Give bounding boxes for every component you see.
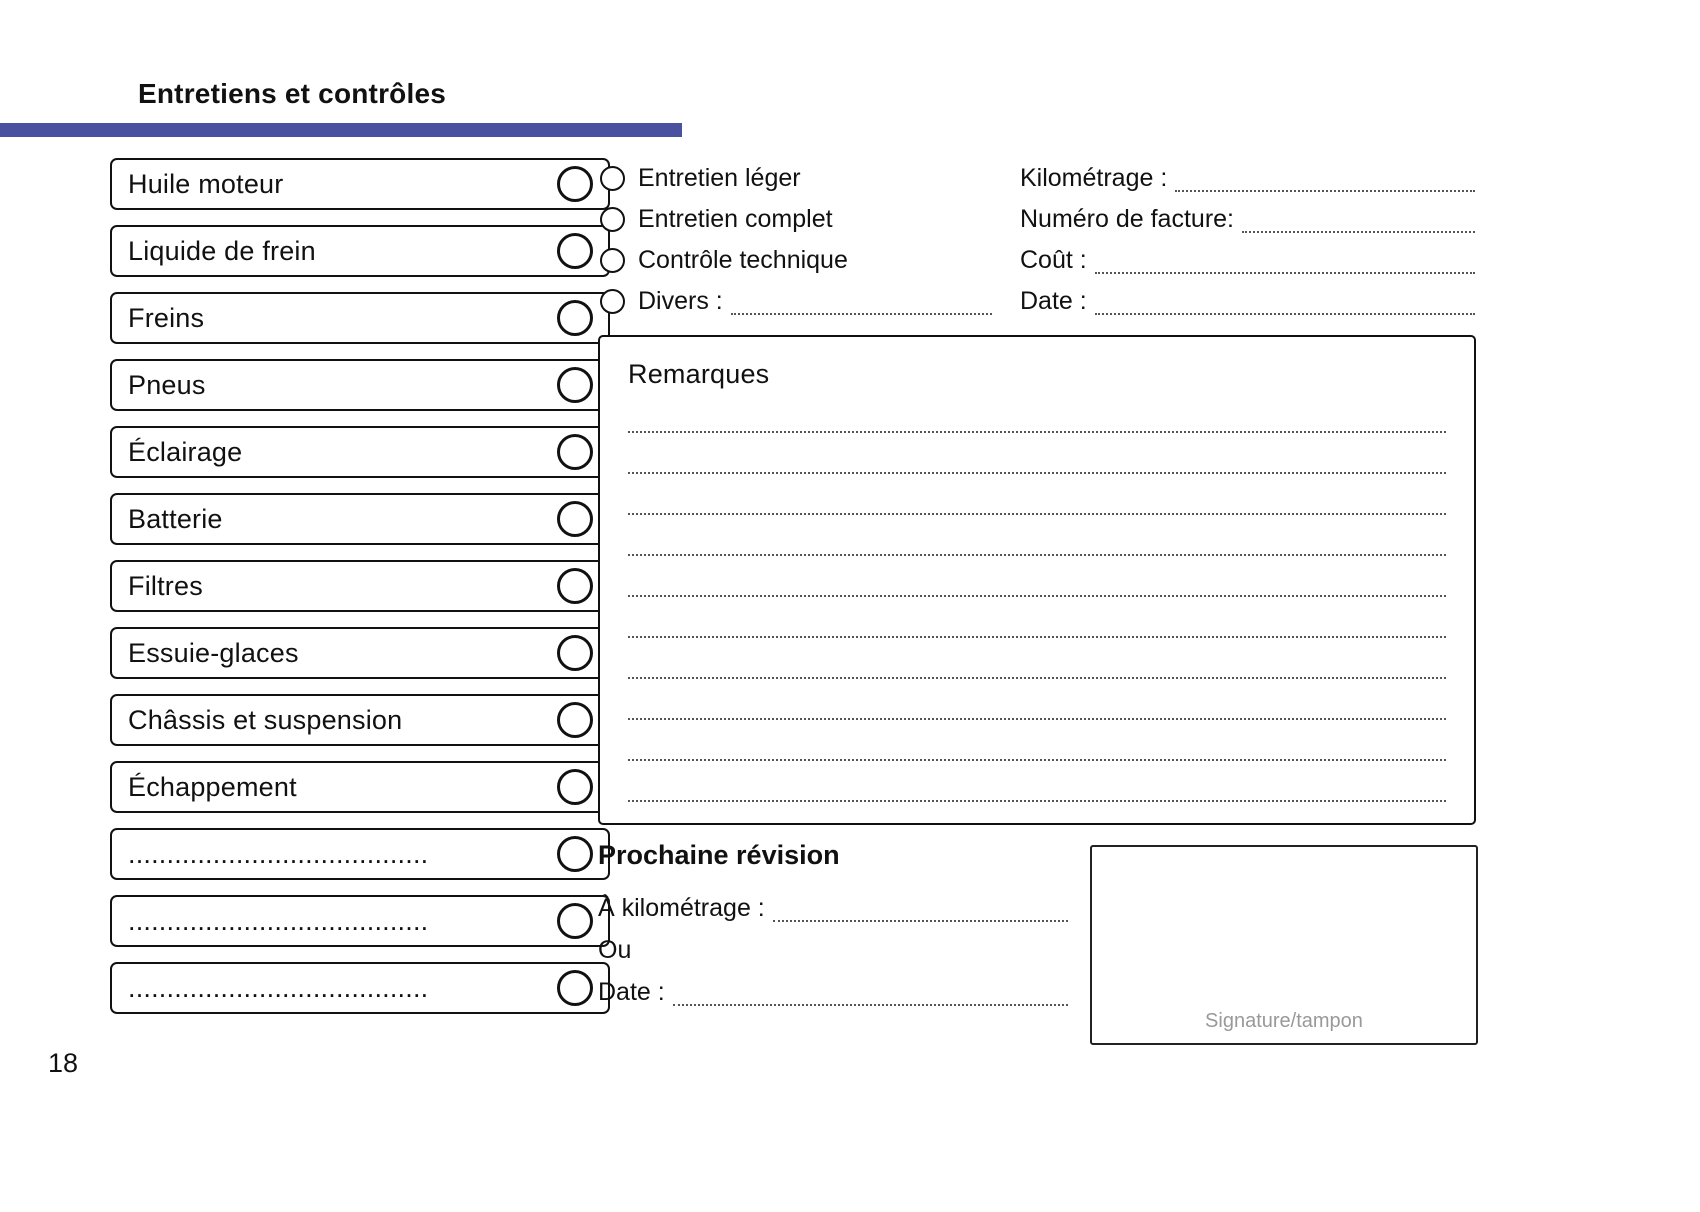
checkbox-circle[interactable]	[557, 568, 593, 604]
checklist-row	[110, 426, 610, 478]
invoice-field-label: Numéro de facture:	[1020, 205, 1234, 233]
checklist-label: Pneus	[128, 369, 206, 400]
checkbox-circle[interactable]	[557, 300, 593, 336]
checklist	[110, 158, 610, 1014]
checkbox-circle[interactable]	[557, 635, 593, 671]
next-service-or-label: Ou	[598, 935, 632, 964]
invoice-blank-line	[1095, 272, 1475, 274]
checklist-row	[110, 158, 610, 210]
service-type-options	[600, 158, 992, 322]
checklist-label: Batterie	[128, 503, 223, 534]
remarks-line	[628, 720, 1446, 761]
service-type-option	[600, 281, 992, 322]
divers-blank-line	[731, 313, 992, 315]
invoice-blank-line	[1095, 313, 1475, 315]
checklist-blank-label: .......................................	[128, 905, 429, 936]
next-service-date-label: Date :	[598, 977, 665, 1006]
service-type-option	[600, 240, 992, 281]
page-number: 18	[48, 1048, 79, 1078]
checkbox-circle[interactable]	[557, 501, 593, 537]
service-type-option	[600, 158, 992, 199]
signature-box	[1090, 845, 1478, 1045]
checkbox-circle[interactable]	[557, 836, 593, 872]
checklist-label: Échappement	[128, 771, 297, 802]
checklist-row	[110, 761, 610, 813]
next-service-km-blank-line	[773, 920, 1068, 922]
checklist-row	[110, 493, 610, 545]
checkbox-circle[interactable]	[557, 769, 593, 805]
checkbox-circle[interactable]	[557, 367, 593, 403]
checkbox-circle[interactable]	[557, 434, 593, 470]
remarks-box	[598, 335, 1476, 825]
checklist-row-blank	[110, 828, 610, 880]
remarks-line	[628, 638, 1446, 679]
signature-label: Signature/tampon	[1205, 1010, 1363, 1032]
page-title: Entretiens et contrôles	[138, 78, 447, 109]
checkbox-circle[interactable]	[557, 970, 593, 1006]
checklist-label: Châssis et suspension	[128, 704, 403, 735]
checklist-label: Huile moteur	[128, 168, 284, 199]
checklist-label: Liquide de frein	[128, 235, 316, 266]
invoice-blank-line	[1175, 190, 1475, 192]
next-service-title: Prochaine révision	[598, 840, 840, 870]
service-type-label: Entretien complet	[638, 205, 833, 233]
checklist-row	[110, 627, 610, 679]
title-underline-bar	[0, 123, 682, 137]
checklist-row	[110, 292, 610, 344]
remarks-line	[628, 679, 1446, 720]
service-type-label: Entretien léger	[638, 164, 801, 192]
remarks-line	[628, 556, 1446, 597]
invoice-field-row	[1020, 281, 1475, 322]
remarks-line	[628, 597, 1446, 638]
checklist-row	[110, 694, 610, 746]
invoice-field-row	[1020, 199, 1475, 240]
checklist-blank-label: .......................................	[128, 972, 429, 1003]
remarks-line	[628, 474, 1446, 515]
service-type-option	[600, 199, 992, 240]
invoice-field-label: Kilométrage :	[1020, 164, 1168, 192]
remarks-title: Remarques	[628, 359, 770, 389]
next-service-or-row	[598, 929, 1068, 971]
checkbox-circle[interactable]	[557, 166, 593, 202]
checklist-row	[110, 560, 610, 612]
next-service-section	[598, 840, 1068, 1013]
remarks-line	[628, 392, 1446, 433]
service-type-label: Contrôle technique	[638, 246, 848, 274]
next-service-date-blank-line	[673, 1004, 1068, 1006]
invoice-fields	[1020, 158, 1475, 322]
radio-circle[interactable]	[600, 166, 625, 191]
radio-circle[interactable]	[600, 207, 625, 232]
checklist-label: Essuie-glaces	[128, 637, 299, 668]
radio-circle[interactable]	[600, 248, 625, 273]
checkbox-circle[interactable]	[557, 903, 593, 939]
checkbox-circle[interactable]	[557, 702, 593, 738]
next-service-km-label: À kilométrage :	[598, 893, 765, 922]
checklist-row	[110, 359, 610, 411]
invoice-field-row	[1020, 240, 1475, 281]
remarks-line	[628, 433, 1446, 474]
invoice-field-label: Date :	[1020, 287, 1087, 315]
checklist-blank-label: .......................................	[128, 838, 429, 869]
checklist-label: Éclairage	[128, 436, 243, 467]
next-service-date-row	[598, 971, 1068, 1013]
checklist-label: Freins	[128, 302, 205, 333]
invoice-blank-line	[1242, 231, 1475, 233]
checklist-row	[110, 225, 610, 277]
checkbox-circle[interactable]	[557, 233, 593, 269]
invoice-field-label: Coût :	[1020, 246, 1087, 274]
radio-circle[interactable]	[600, 289, 625, 314]
invoice-field-row	[1020, 158, 1475, 199]
checklist-row-blank	[110, 962, 610, 1014]
service-type-label: Divers :	[638, 287, 723, 315]
next-service-km-row	[598, 887, 1068, 929]
checklist-row-blank	[110, 895, 610, 947]
remarks-line	[628, 515, 1446, 556]
remarks-line	[628, 761, 1446, 802]
remarks-lines	[628, 392, 1446, 802]
checklist-label: Filtres	[128, 570, 203, 601]
